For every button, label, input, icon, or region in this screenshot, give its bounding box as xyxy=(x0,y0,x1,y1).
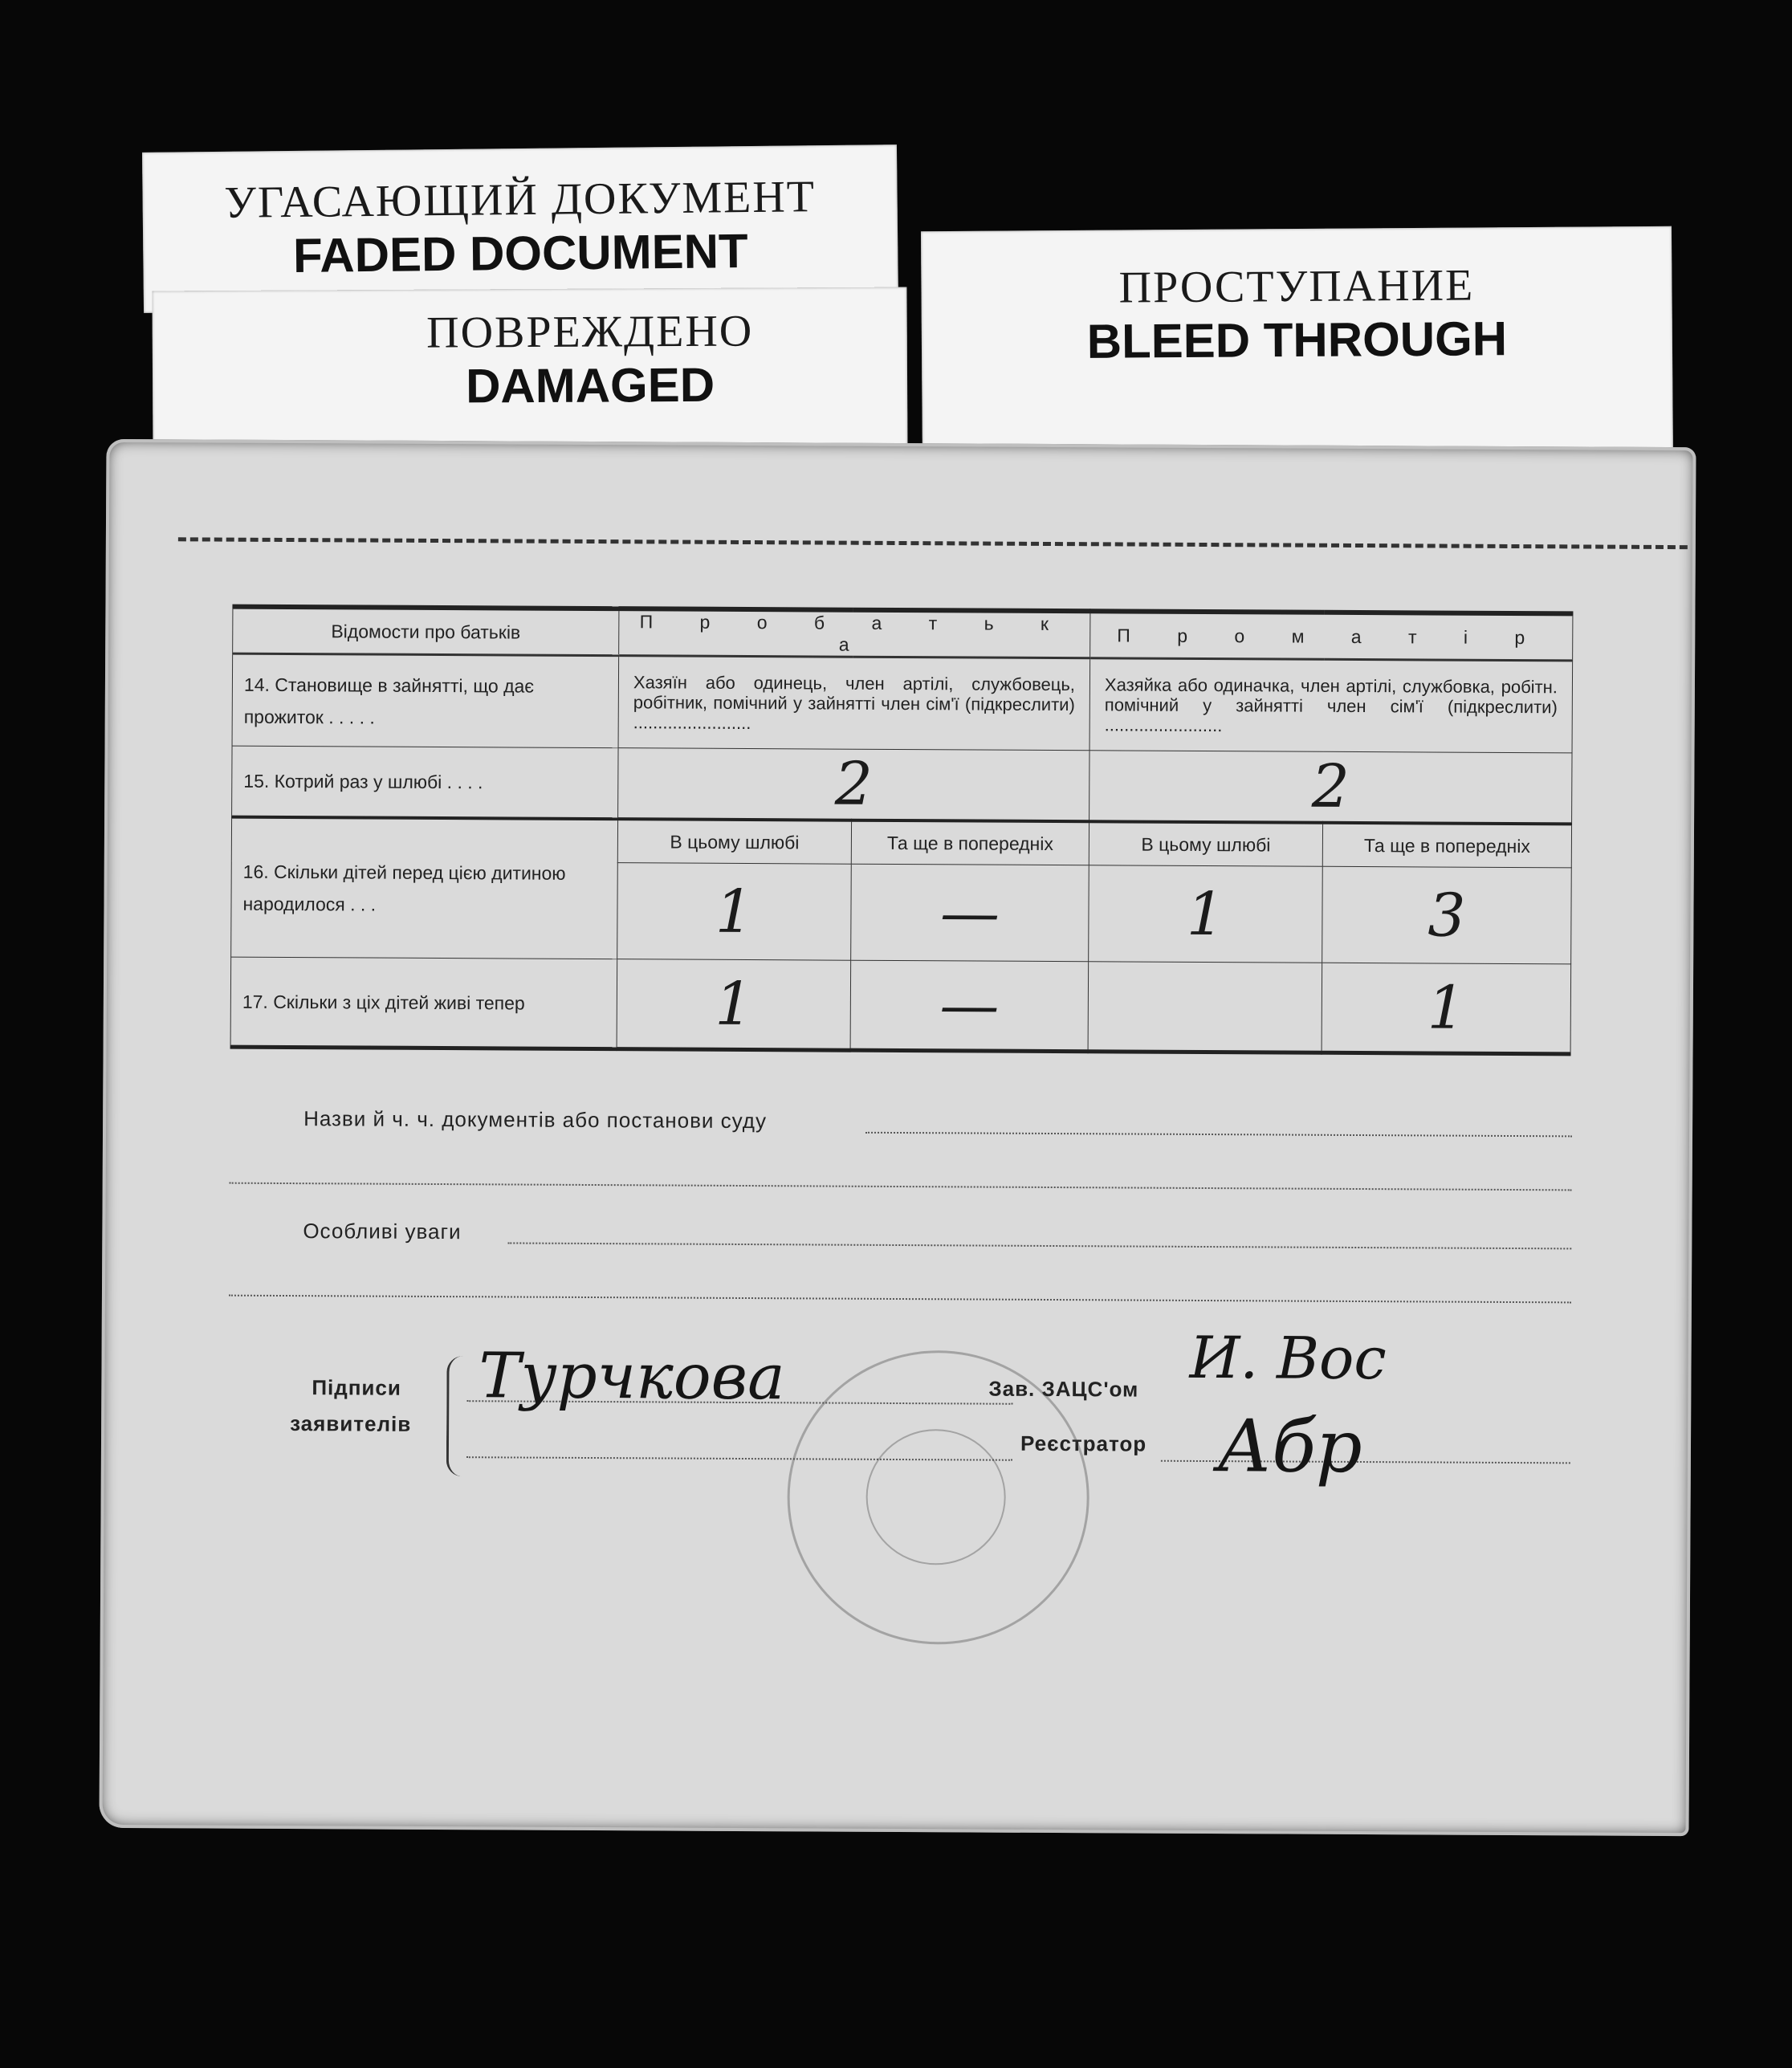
documents-line-2 xyxy=(230,1183,1572,1191)
documents-label: Назви й ч. ч. документів або постанови суду xyxy=(303,1106,768,1134)
registrar-signature: Абр xyxy=(1216,1404,1362,1490)
question-14: 14. Становище в зайнятті, що дає прожиток . . . . . xyxy=(232,653,619,748)
registrar-label: Реєстратор xyxy=(1020,1431,1147,1456)
signature-brace xyxy=(446,1356,466,1476)
mother-sub-this: В цьому шлюбі xyxy=(1089,821,1322,866)
head-label: Зав. ЗАЦС'ом xyxy=(988,1376,1139,1402)
mother-occupation: Хазяйка або одиначка, член артілі, службовка, робітн. помічний у зайнятті член сім'ї (підкреслити) ........................ xyxy=(1089,658,1573,753)
documents-line xyxy=(865,1132,1572,1138)
father-sub-this: В цьому шлюбі xyxy=(617,819,851,864)
header-mother: П р о м а т і р xyxy=(1090,611,1573,661)
header-info: Відомости про батьків xyxy=(233,607,619,656)
bleed-through-label xyxy=(921,226,1673,473)
mother-17-this xyxy=(1088,962,1322,1053)
registration-form xyxy=(99,439,1696,1836)
perforation-line xyxy=(178,537,1688,549)
damaged-label-en: DAMAGED xyxy=(465,357,715,413)
father-16-this: 1 xyxy=(617,863,852,961)
damaged-label xyxy=(152,287,907,460)
signatures-label-1: Підписи xyxy=(312,1375,401,1400)
mother-16-this: 1 xyxy=(1089,865,1323,963)
father-sub-prev: Та ще в попередніх xyxy=(851,820,1089,865)
question-15: 15. Котрий раз у шлюбі . . . . xyxy=(232,746,618,819)
mother-16-prev: 3 xyxy=(1322,866,1572,964)
remarks-line-2 xyxy=(229,1295,1571,1304)
parents-info-table xyxy=(230,605,1574,1056)
father-occupation: Хазяїн або одинець, член артілі, службовець, робітник, помічний у зайнятті член сім'ї (підкреслити) ........................ xyxy=(618,656,1090,751)
header-father: П р о б а т ь к а xyxy=(619,609,1090,658)
faded-label-en: FADED DOCUMENT xyxy=(292,224,748,283)
damaged-label-ru: ПОВРЕЖДЕНО xyxy=(426,306,754,358)
remarks-line xyxy=(507,1242,1571,1249)
applicant-signature: Турчкова xyxy=(479,1340,785,1415)
mother-marriage-count: 2 xyxy=(1089,751,1572,824)
question-16: 16. Скільки дітей перед цією дитиною народилося . . . xyxy=(231,817,618,959)
signatures-label-2: заявителів xyxy=(290,1411,412,1436)
faded-label-ru: УГАСАЮЩИЙ ДОКУМЕНТ xyxy=(223,172,817,228)
father-17-prev: — xyxy=(850,960,1089,1052)
bleed-label-en: BLEED THROUGH xyxy=(1086,311,1508,368)
bleed-label-ru: ПРОСТУПАНИЕ xyxy=(1118,260,1475,313)
father-16-prev: — xyxy=(851,864,1089,962)
father-marriage-count: 2 xyxy=(618,748,1089,822)
mother-17-prev: 1 xyxy=(1322,963,1571,1054)
question-17: 17. Скільки з ціх дітей живі тепер xyxy=(230,957,617,1049)
father-17-this: 1 xyxy=(617,959,851,1051)
official-seal-stamp xyxy=(787,1349,1090,1645)
head-signature: И. Вос xyxy=(1189,1323,1387,1393)
remarks-label: Особливі уваги xyxy=(303,1219,462,1244)
mother-sub-prev: Та ще в попередніх xyxy=(1322,823,1571,868)
